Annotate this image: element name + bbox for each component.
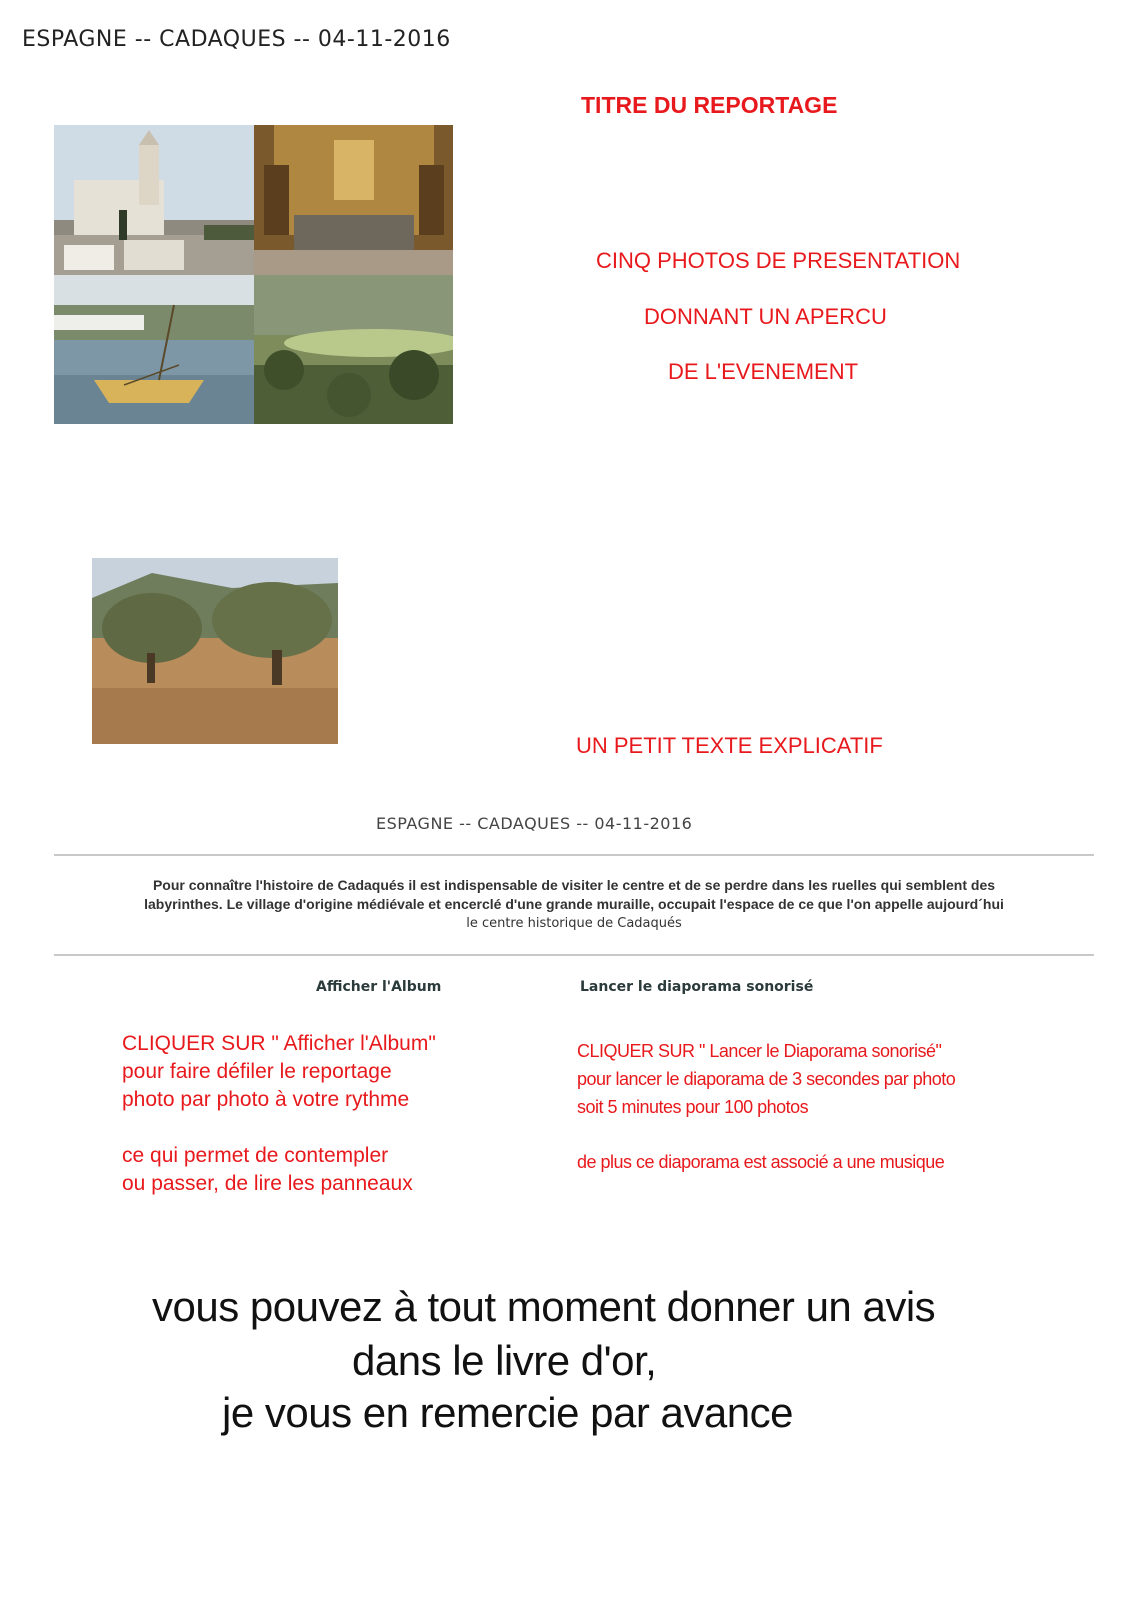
instruction-right-4: de plus ce diaporama est associé a une musique xyxy=(577,1152,945,1172)
photo-boat-harbor xyxy=(54,275,254,424)
launch-slideshow-link[interactable]: Lancer le diaporama sonorisé xyxy=(580,979,814,995)
footer-line-1: vous pouvez à tout moment donner un avis xyxy=(152,1283,936,1330)
instructions-left xyxy=(122,1030,436,1198)
report-title: TITRE DU REPORTAGE xyxy=(581,92,838,118)
photo-village-church xyxy=(54,125,254,275)
instruction-right-2: pour lancer le diaporama de 3 secondes par photo xyxy=(577,1069,956,1089)
instruction-left-4: ce qui permet de contempler xyxy=(122,1144,389,1167)
explain-title: UN PETIT TEXTE EXPLICATIF xyxy=(576,733,883,758)
photo-olive-grove xyxy=(92,558,338,744)
article-paragraph xyxy=(54,876,1094,933)
instruction-right-3: soit 5 minutes pour 100 photos xyxy=(577,1097,809,1117)
paragraph-line-2: labyrinthes. Le village d'origine médiévale et encerclé d'une grande muraille, occupait l'espace de ce que l'on appelle aujourd´hui xyxy=(144,896,1004,912)
instruction-right-1: CLIQUER SUR " Lancer le Diaporama sonorisé" xyxy=(577,1041,942,1061)
note-line-2: DONNANT UN APERCU xyxy=(644,304,887,329)
note-line-1: CINQ PHOTOS DE PRESENTATION xyxy=(596,248,961,273)
photo-church-altar xyxy=(254,125,453,275)
instruction-left-1: CLIQUER SUR " Afficher l'Album" xyxy=(122,1032,436,1055)
footer-line-3: je vous en remercie par avance xyxy=(222,1389,793,1436)
divider-bottom xyxy=(54,954,1094,956)
article-title: ESPAGNE -- CADAQUES -- 04-11-2016 xyxy=(376,814,693,833)
show-album-link[interactable]: Afficher l'Album xyxy=(316,979,442,995)
instruction-left-3: photo par photo à votre rythme xyxy=(122,1088,410,1111)
instruction-left-5: ou passer, de lire les panneaux xyxy=(122,1172,413,1195)
divider-top xyxy=(54,854,1094,856)
note-line-3: DE L'EVENEMENT xyxy=(668,359,859,384)
instruction-left-2: pour faire défiler le reportage xyxy=(122,1060,392,1083)
photo-countryside xyxy=(254,275,453,424)
paragraph-line-1: Pour connaître l'histoire de Cadaqués il est indispensable de visiter le centre et de se perdre dans les ruelles qui semblent des xyxy=(152,877,996,893)
paragraph-line-3: le centre historique de Cadaqués xyxy=(466,916,682,931)
footer-line-2: dans le livre d'or, xyxy=(352,1337,657,1384)
top-title: ESPAGNE -- CADAQUES -- 04-11-2016 xyxy=(22,27,451,52)
instructions-right xyxy=(577,1037,955,1176)
